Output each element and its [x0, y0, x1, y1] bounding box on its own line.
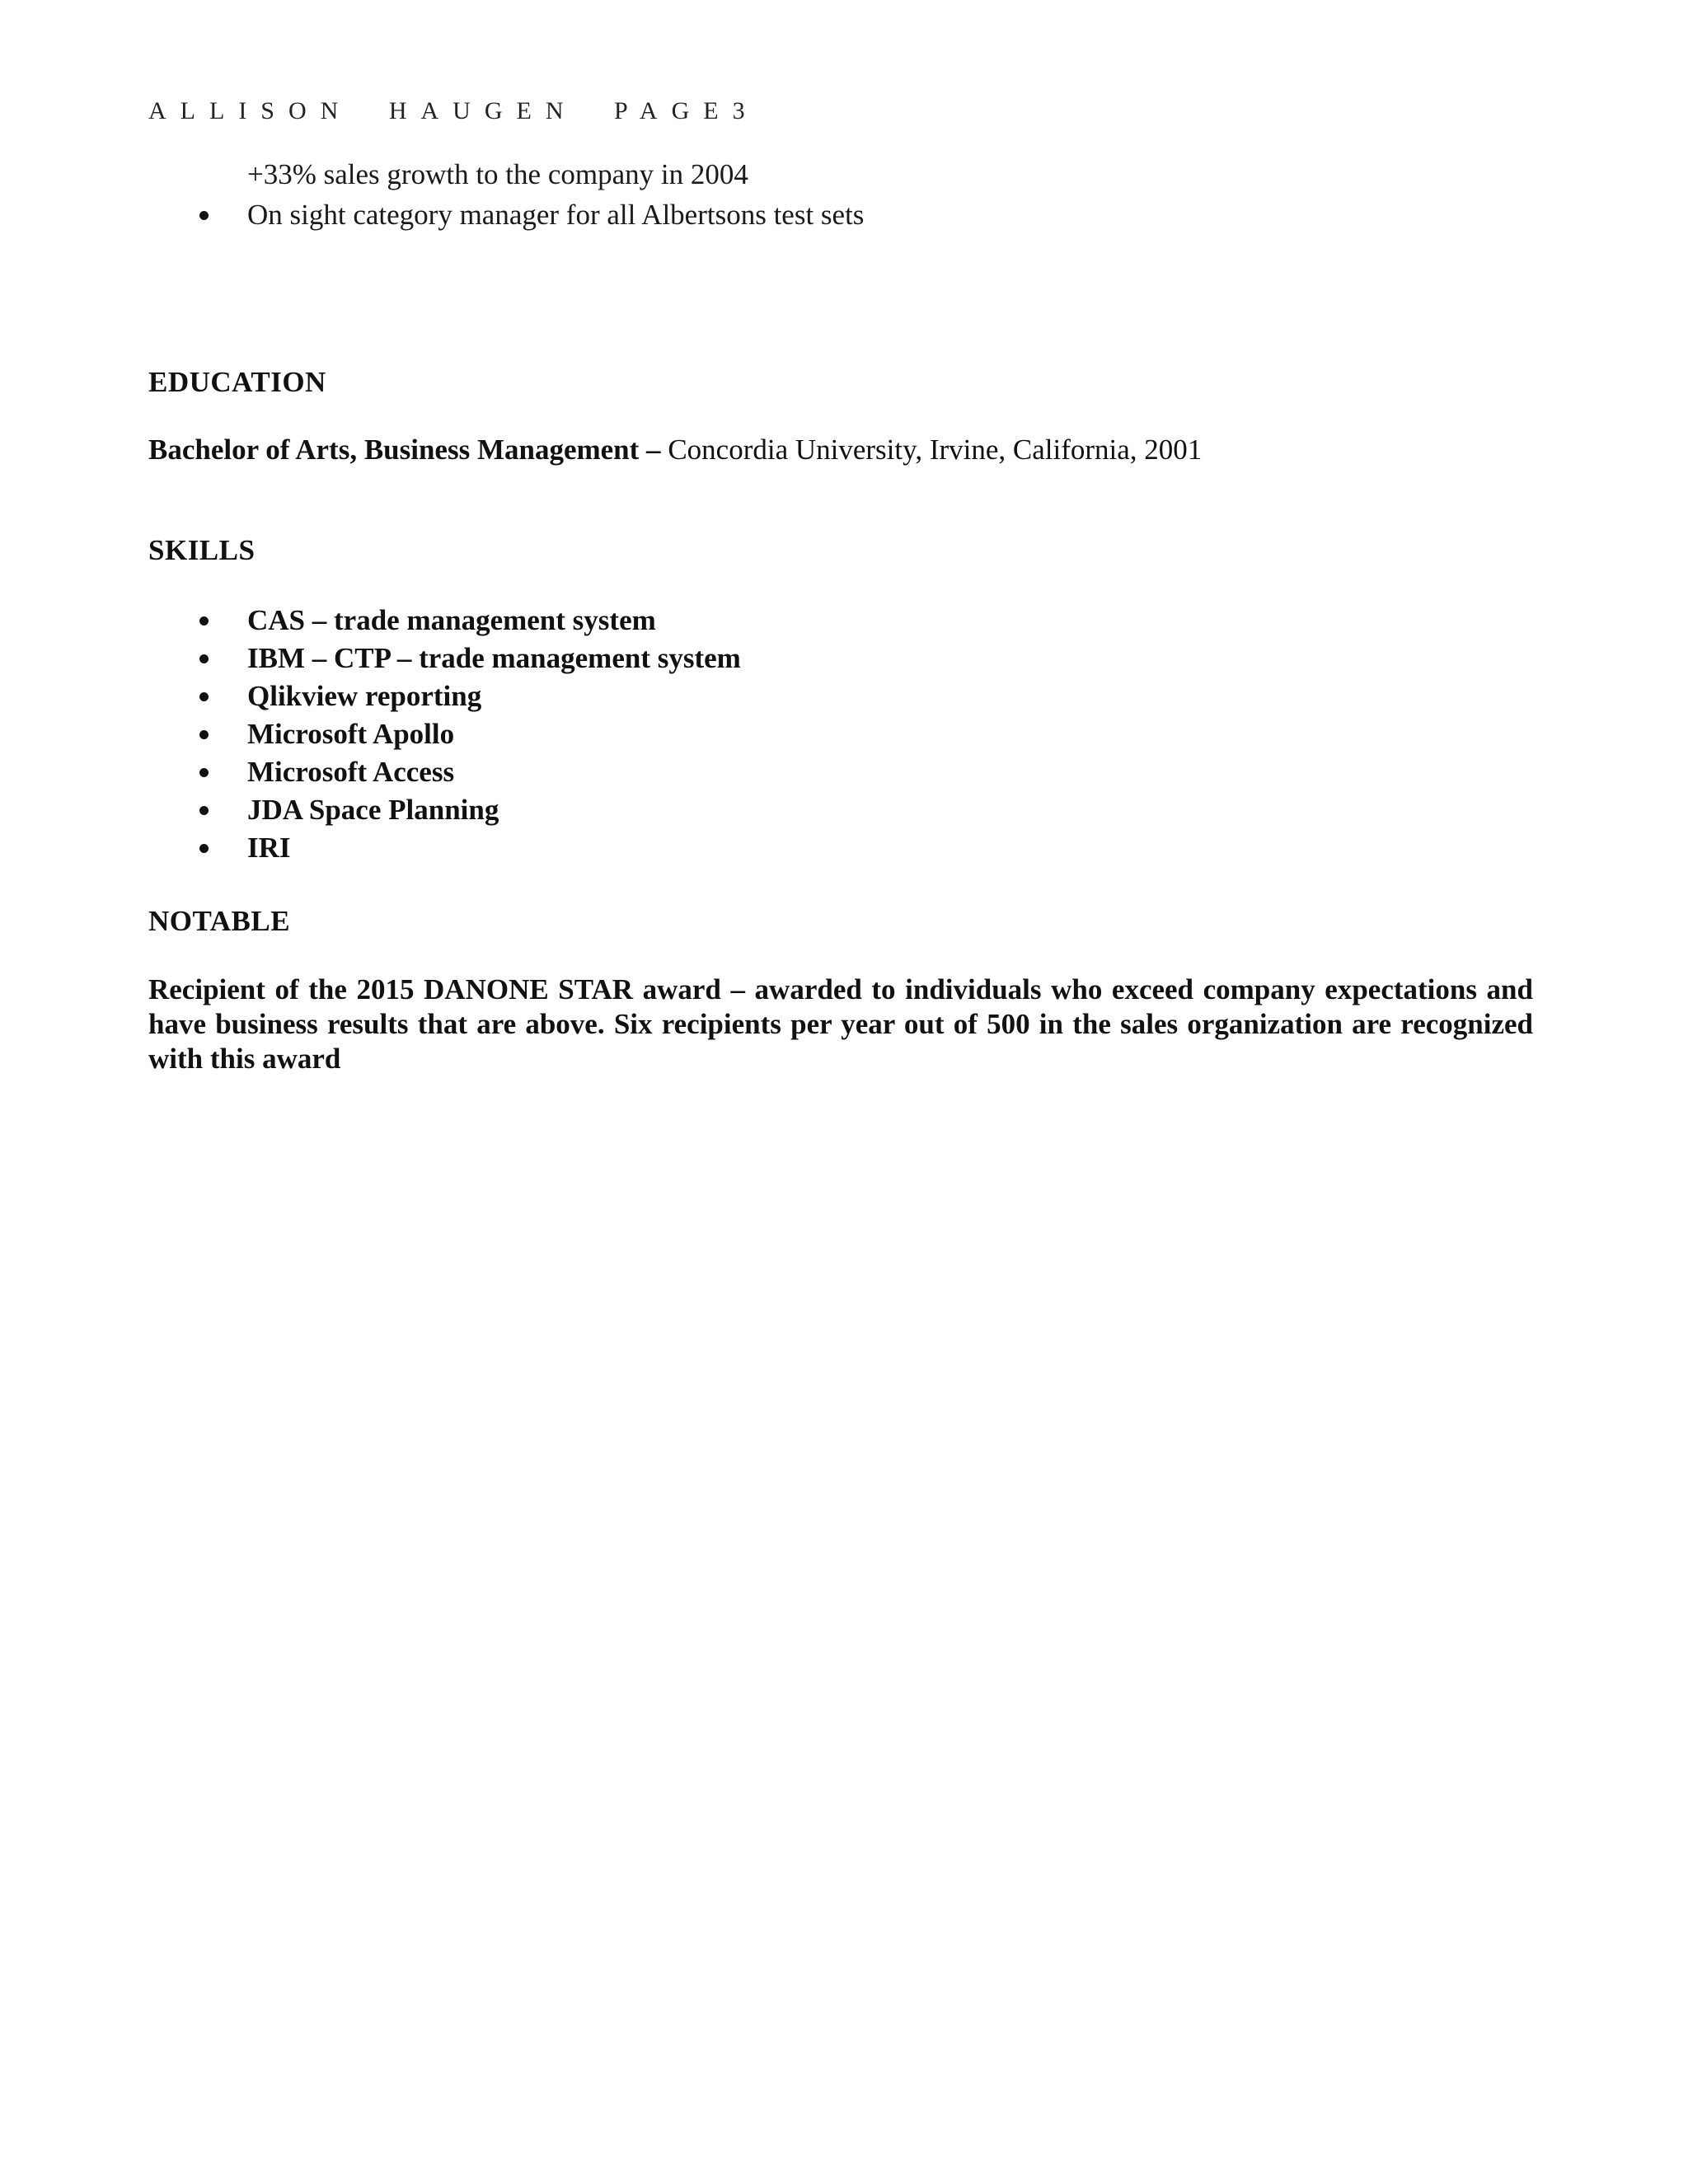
skill-text: Microsoft Access [247, 756, 455, 788]
list-item [198, 602, 741, 640]
education-degree: Bachelor of Arts, Business Management – [148, 434, 661, 466]
header-last-name: HAUGEN [388, 97, 578, 124]
list-item [198, 196, 864, 234]
list-item-text: On sight category manager for all Albertsons test sets [247, 199, 865, 231]
header-first-name: ALLISON [148, 97, 353, 124]
skill-text: Qlikview reporting [247, 680, 482, 712]
notable-paragraph: Recipient of the 2015 DANONE STAR award – awarded to individuals who exceed company expectations and have business results that are above. Six recipients per year out of 500 in the sales organization are recognized with this award [148, 973, 1533, 1075]
skill-text: IBM – CTP – trade management system [247, 642, 741, 674]
bullet-icon [199, 654, 209, 663]
list-item [198, 753, 741, 791]
bullet-icon [199, 768, 209, 777]
list-item [198, 715, 741, 753]
notable-heading: NOTABLE [148, 905, 291, 937]
skill-text: JDA Space Planning [247, 794, 499, 826]
running-header [148, 97, 759, 125]
skills-heading: SKILLS [148, 534, 256, 566]
skill-text: IRI [247, 832, 291, 864]
bullet-icon [199, 806, 209, 815]
education-heading: EDUCATION [148, 366, 326, 398]
bullet-icon [199, 616, 209, 626]
list-item [198, 677, 741, 715]
skill-text: CAS – trade management system [247, 604, 656, 636]
list-item [198, 640, 741, 677]
bullet-icon [199, 844, 209, 853]
list-item [198, 829, 741, 867]
skills-list [198, 602, 741, 867]
education-entry [148, 434, 1202, 466]
list-item [198, 791, 741, 829]
skill-text: Microsoft Apollo [247, 718, 455, 750]
bullet-icon [199, 730, 209, 739]
header-page-label: PAGE3 [613, 97, 759, 124]
bullet-icon [199, 692, 209, 701]
experience-bullet-list [198, 196, 864, 234]
experience-continued-line: +33% sales growth to the company in 2004 [247, 158, 748, 190]
education-institution: Concordia University, Irvine, California, 2001 [668, 434, 1203, 466]
bullet-icon [199, 211, 209, 220]
